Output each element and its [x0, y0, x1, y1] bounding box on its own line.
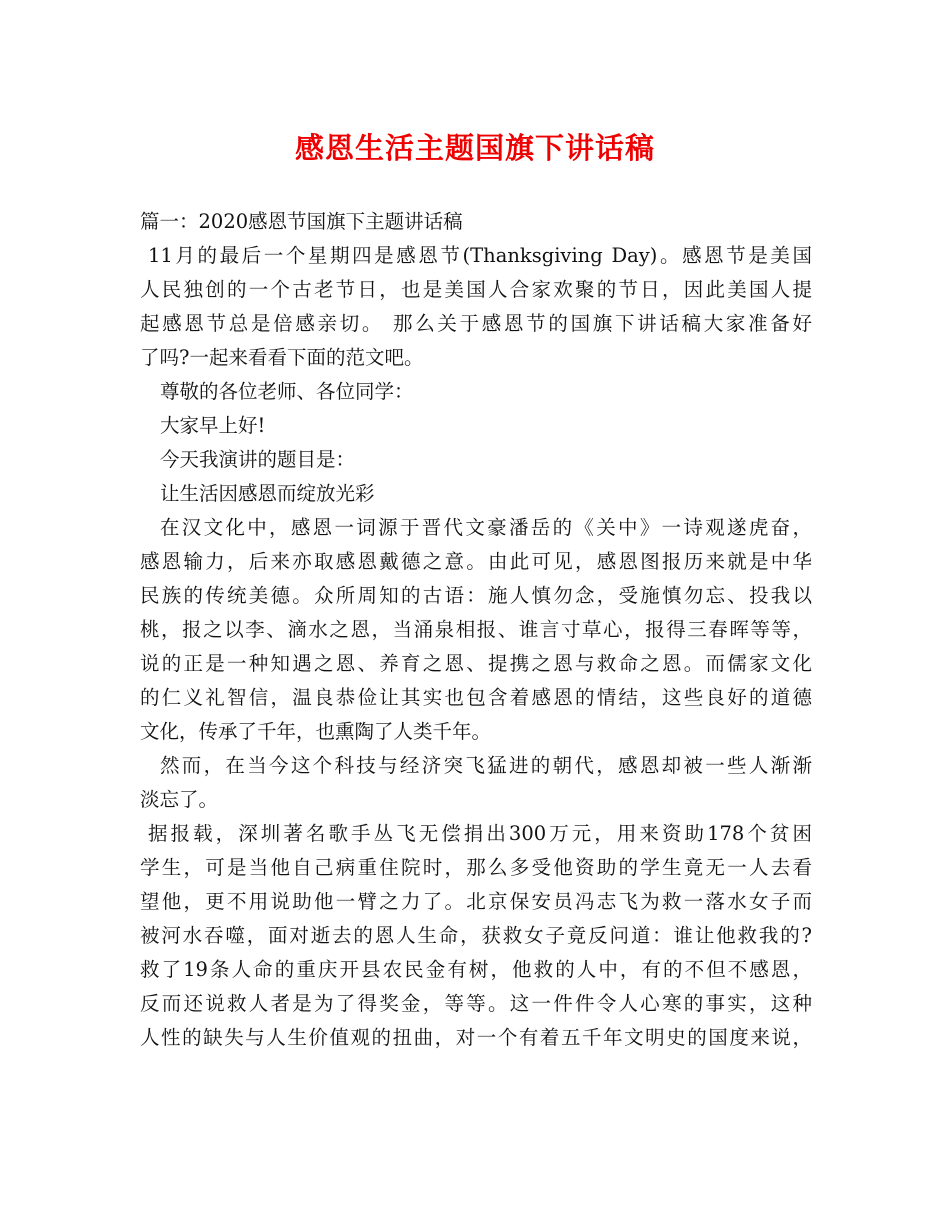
body-line: 民族的传统美德。众所周知的古语：施人慎勿念，受施慎勿忘、投我以: [140, 584, 812, 607]
body-line: 反而还说救人者是为了得奖金，等等。这一件件令人心寒的事实，这种: [140, 992, 812, 1015]
body-line: 篇一：2020感恩节国旗下主题讲话稿: [140, 210, 463, 233]
body-line: 救了19条人命的重庆开县农民金有树，他救的人中，有的不但不感恩，: [140, 958, 812, 981]
body-line: 人民独创的一个古老节日，也是美国人合家欢聚的节日，因此美国人提: [140, 278, 812, 301]
body-line: 望他，更不用说助他一臂之力了。北京保安员冯志飞为救一落水女子而: [140, 890, 812, 913]
body-line: 人性的缺失与人生价值观的扭曲，对一个有着五千年文明史的国度来说，: [140, 1026, 812, 1049]
body-line: 起感恩节总是倍感亲切。 那么关于感恩节的国旗下讲话稿大家准备好: [140, 312, 812, 335]
body-line: 学生，可是当他自己病重住院时，那么多受他资助的学生竟无一人去看: [140, 856, 812, 879]
body-line: 在汉文化中，感恩一词源于晋代文豪潘岳的《关中》一诗观遂虎奋，: [160, 516, 812, 539]
document-body: [140, 205, 812, 1055]
body-line: 的仁义礼智信，温良恭俭让其实也包含着感恩的情结，这些良好的道德: [140, 686, 812, 709]
body-line: 尊敬的各位老师、各位同学：: [160, 380, 414, 403]
body-line: 被河水吞噬，面对逝去的恩人生命，获救女子竟反问道：谁让他救我的?: [140, 924, 812, 947]
body-line: 淡忘了。: [140, 788, 219, 811]
body-line: 桃，报之以李、滴水之恩，当涌泉相报、谁言寸草心，报得三春晖等等，: [140, 618, 812, 641]
body-line: 今天我演讲的题目是：: [160, 448, 356, 471]
body-line: 文化，传承了千年，也熏陶了人类千年。: [140, 720, 492, 743]
body-line: 据报载，深圳著名歌手丛飞无偿捐出300万元，用来资助178个贫困: [148, 822, 812, 845]
document-title: 感恩生活主题国旗下讲话稿: [294, 131, 655, 165]
body-line: 了吗?一起来看看下面的范文吧。: [140, 346, 424, 369]
body-line: 感恩输力，后来亦取感恩戴德之意。由此可见，感恩图报历来就是中华: [140, 550, 812, 573]
body-line: 11月的最后一个星期四是感恩节(Thanksgiving Day)。感恩节是美国: [148, 244, 812, 267]
body-line: 让生活因感恩而绽放光彩: [160, 482, 375, 505]
body-line: 大家早上好!: [160, 414, 266, 437]
body-line: 然而，在当今这个科技与经济突飞猛进的朝代，感恩却被一些人渐渐: [160, 754, 812, 777]
body-line: 说的正是一种知遇之恩、养育之恩、提携之恩与救命之恩。而儒家文化: [140, 652, 812, 675]
